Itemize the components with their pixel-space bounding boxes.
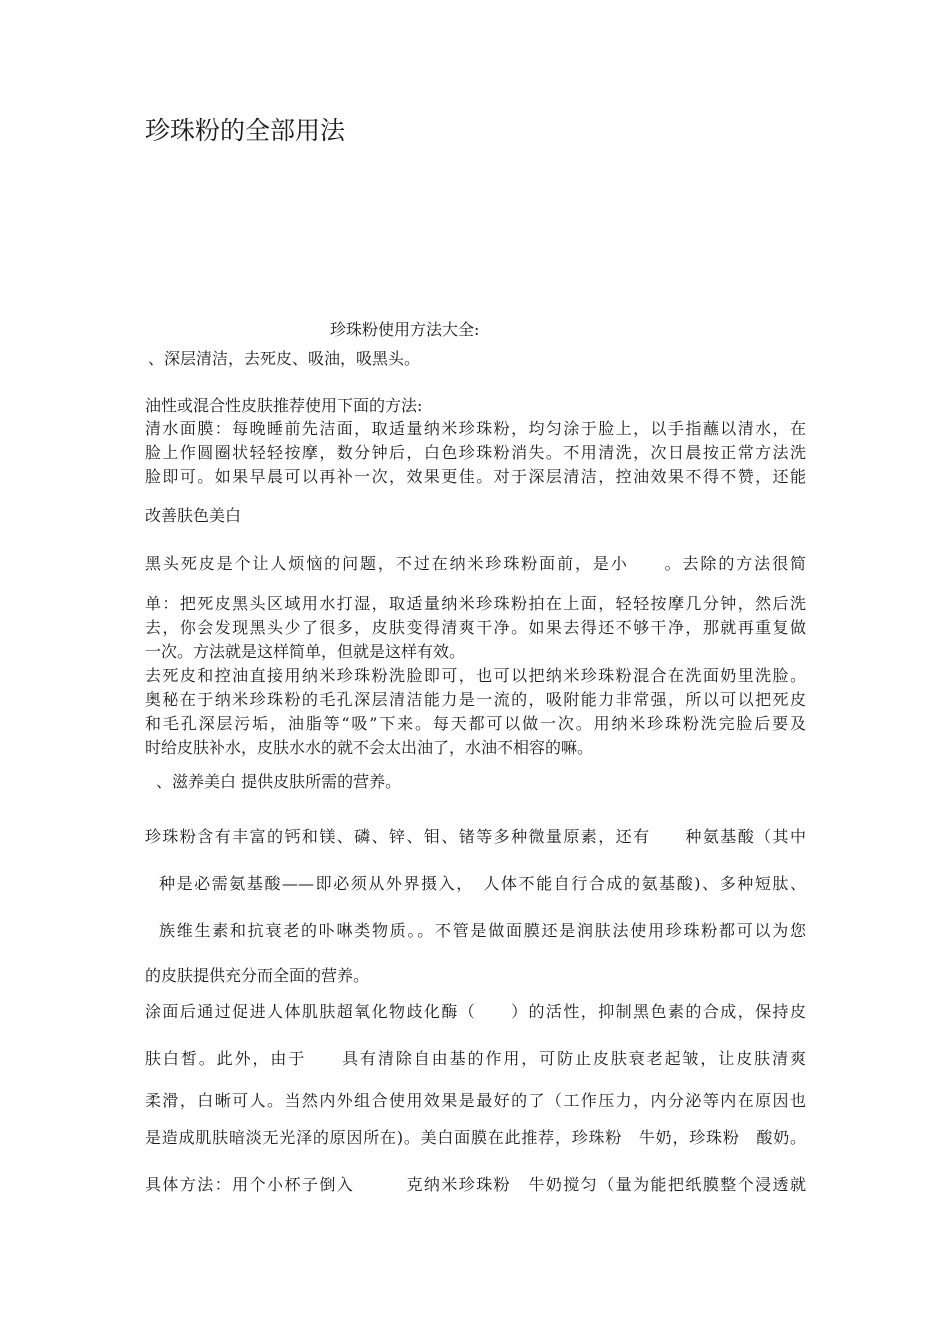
text-line: 珍珠粉含有丰富的钙和镁、磷、锌、钼、锗等多种微量原素，还有 种氨基酸（其中	[145, 827, 806, 846]
text-line: 具体方法：用个小杯子倒入 克纳米珍珠粉 牛奶搅匀（量为能把纸膜整个浸透就	[145, 1175, 806, 1194]
page-title: 珍珠粉的全部用法	[145, 116, 346, 145]
section-heading-1: 、深层清洁，去死皮、吸油，吸黑头。	[148, 349, 421, 368]
text-line: 一次。方法就是这样简单，但就是这样有效。	[145, 642, 466, 661]
subtitle: 珍珠粉使用方法大全:	[330, 320, 480, 339]
text-line: 奥秘在于纳米珍珠粉的毛孔深层清洁能力是一流的，吸附能力非常强，所以可以把死皮	[145, 690, 806, 709]
text-line: 肤白皙。此外，由于 具有清除自由基的作用，可防止皮肤衰老起皱，让皮肤清爽	[145, 1049, 806, 1068]
text-line: 脸上作圆圈状轻轻按摩，数分钟后，白色珍珠粉消失。不用清洗，次日晨按正常方法洗	[145, 443, 806, 462]
text-line: 清水面膜：每晚睡前先洁面，取适量纳米珍珠粉，均匀涂于脸上，以手指蘸以清水，在	[145, 419, 806, 438]
text-line: 和毛孔深层污垢，油脂等“吸”下来。每天都可以做一次。用纳米珍珠粉洗完脸后要及	[145, 714, 806, 733]
text-line: 柔滑，白晰可人。当然内外组合使用效果是最好的了（工作压力，内分泌等内在原因也	[145, 1091, 806, 1110]
text-line: 去，你会发现黑头少了很多，皮肤变得清爽干净。如果去得还不够干净，那就再重复做	[145, 618, 806, 637]
text-line: 改善肤色美白	[145, 506, 242, 525]
text-line: 族维生素和抗衰老的卟啉类物质。。不管是做面膜还是润肤法使用珍珠粉都可以为您	[159, 921, 806, 940]
text-line: 涂面后通过促进人体肌肤超氧化物歧化酶（ ）的活性，抑制黑色素的合成，保持皮	[145, 1002, 806, 1021]
text-line: 单：把死皮黑头区域用水打湿，取适量纳米珍珠粉拍在上面，轻轻按摩几分钟，然后洗	[145, 594, 806, 613]
text-line: 黑头死皮是个让人烦恼的问题，不过在纳米珍珠粉面前，是小 。去除的方法很简	[145, 554, 806, 573]
text-line: 是造成肌肤暗淡无光泽的原因所在)。美白面膜在此推荐，珍珠粉 牛奶，珍珠粉 酸奶。	[145, 1128, 806, 1147]
text-line: 油性或混合性皮肤推荐使用下面的方法:	[145, 396, 423, 415]
text-line: 脸即可。如果早晨可以再补一次，效果更佳。对于深层清洁，控油效果不得不赞，还能	[145, 467, 806, 486]
text-line: 的皮肤提供充分而全面的营养。	[145, 966, 370, 985]
text-line: 去死皮和控油直接用纳米珍珠粉洗脸即可，也可以把纳米珍珠粉混合在洗面奶里洗脸。	[145, 666, 806, 685]
text-line: 种是必需氨基酸——即必须从外界摄入， 人体不能自行合成的氨基酸)、多种短肽、	[159, 874, 806, 893]
text-line: 时给皮肤补水，皮肤水水的就不会太出油了，水油不相容的嘛。	[145, 738, 594, 757]
section-heading-2: 、滋养美白 提供皮肤所需的营养。	[156, 772, 402, 791]
